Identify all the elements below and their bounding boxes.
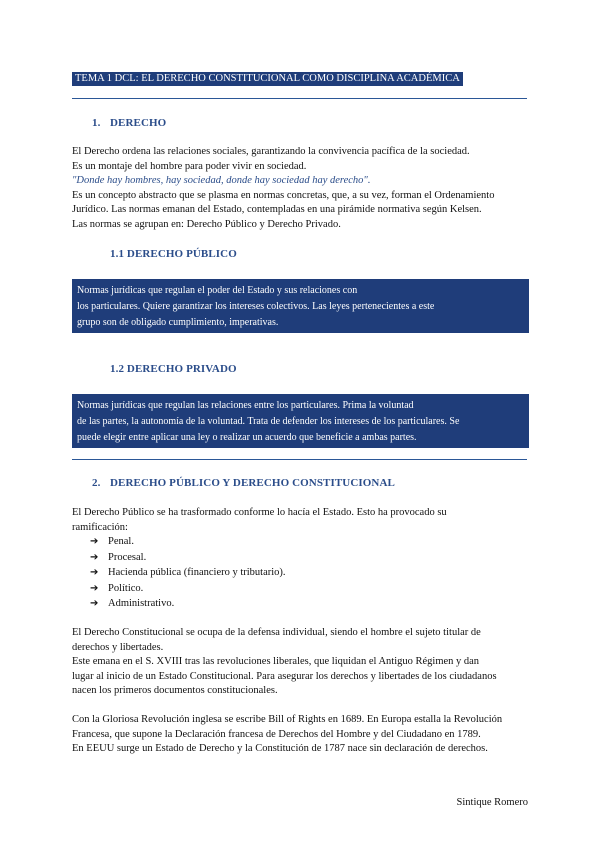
paragraph-line: El Derecho Constitucional se ocupa de la defensa individual, siendo el hombre el sujeto titular de xyxy=(72,627,481,638)
paragraph-line: Francesa, que supone la Declaración francesa de Derechos del Hombre y del Ciudadano en 1789. xyxy=(72,728,481,740)
paragraph-line: lugar al inicio de un Estado Constitucional. Para asegurar los derechos y libertades de los ciudadanos xyxy=(72,670,497,682)
paragraph-line: Es un montaje del hombre para poder vivir en sociedad. xyxy=(72,160,307,172)
paragraph-line: nacen los primeros documentos constitucionales. xyxy=(72,685,278,696)
arrow-right-icon: ➔ xyxy=(90,582,99,594)
paragraph-line: Las normas se agrupan en: Derecho Público y Derecho Privado. xyxy=(72,218,341,230)
section-1-heading xyxy=(92,117,166,129)
section-1-title: DERECHO xyxy=(110,117,167,129)
box-line: puede elegir entre aplicar una ley o realizar un acuerdo que beneficie a ambas partes. xyxy=(77,432,417,443)
box-line: los particulares. Quiere garantizar los intereses colectivos. Las leyes pertenecientes a este xyxy=(77,301,435,312)
public-law-box xyxy=(72,279,529,333)
quote-line: "Donde hay hombres, hay sociedad, donde hay sociedad hay derecho". xyxy=(72,175,371,186)
subsection-private-heading: 1.2 DERECHO PRIVADO xyxy=(110,363,237,375)
private-law-box xyxy=(72,394,529,448)
author-signature: Sintique Romero xyxy=(456,797,528,808)
paragraph-line: Jurídico. Las normas emanan del Estado, contempladas en una pirámide normativa según Kelsen. xyxy=(72,204,482,215)
list-item: ➔ Procesal. xyxy=(90,550,286,566)
paragraph-line: Con la Gloriosa Revolución inglesa se escribe Bill of Rights en 1689. En Europa estalla la Revolución xyxy=(72,714,503,725)
box-line: Normas jurídicas que regulan el poder del Estado y sus relaciones con xyxy=(77,285,358,296)
subsection-public-heading: 1.1 DERECHO PÚBLICO xyxy=(110,248,237,260)
arrow-right-icon: ➔ xyxy=(90,598,99,609)
section-1-number: 1. xyxy=(92,117,101,129)
paragraph-line: derechos y libertades. xyxy=(72,641,164,653)
section-2-number: 2. xyxy=(92,477,101,489)
paragraph-line: El Derecho ordena las relaciones sociales, garantizando la convivencia pacífica de la sociedad. xyxy=(72,146,470,157)
paragraph-line: ramificación: xyxy=(72,521,128,533)
list-item: ➔ Penal. xyxy=(90,534,286,550)
section-2-heading xyxy=(92,477,395,489)
list-item: ➔ Político. xyxy=(90,581,286,597)
branches-list xyxy=(90,534,286,612)
paragraph-line: Este emana en el S. XVIII tras las revoluciones liberales, que liquidan el Antiguo Régimen y dan xyxy=(72,656,480,667)
divider-top xyxy=(72,98,527,99)
section-1-body xyxy=(72,145,532,232)
section-2-title: DERECHO PÚBLICO Y DERECHO CONSTITUCIONAL xyxy=(110,477,395,489)
divider-middle xyxy=(72,459,527,460)
arrow-right-icon: ➔ xyxy=(90,551,99,563)
paragraph-line: En EEUU surge un Estado de Derecho y la Constitución de 1787 nace sin declaración de derechos. xyxy=(72,743,488,754)
paragraph-line: Es un concepto abstracto que se plasma en normas concretas, que, a su vez, forman el Ordenamiento xyxy=(72,189,495,201)
arrow-right-icon: ➔ xyxy=(90,567,99,578)
section-2-intro xyxy=(72,506,532,535)
paragraph-line: El Derecho Público se ha trasformado conforme lo hacía el Estado. Esto ha provocado su xyxy=(72,507,447,518)
document-title: TEMA 1 DCL: EL DERECHO CONSTITUCIONAL COMO DISCIPLINA ACADÉMICA xyxy=(72,72,463,86)
section-2-paragraph-3 xyxy=(72,713,532,757)
list-item: ➔ Hacienda pública (financiero y tributario). xyxy=(90,565,286,581)
box-line: de las partes, la autonomía de la voluntad. Trata de defender los intereses de los particulares. Se xyxy=(77,416,460,427)
box-line: Normas jurídicas que regulan las relaciones entre los particulares. Prima la voluntad xyxy=(77,400,414,411)
box-line: grupo son de obligado cumplimiento, imperativas. xyxy=(77,317,279,328)
section-2-paragraph-2 xyxy=(72,626,532,699)
list-item: ➔ Administrativo. xyxy=(90,596,286,612)
arrow-right-icon: ➔ xyxy=(90,536,99,547)
